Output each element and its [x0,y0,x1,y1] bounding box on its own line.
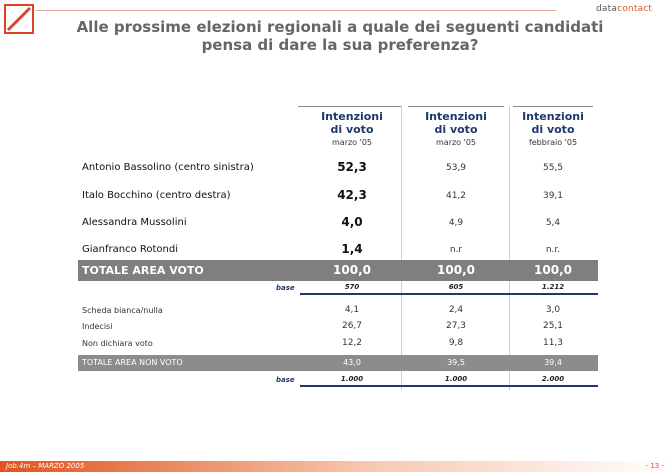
candidate-value: 39,1 [542,191,564,201]
total-vote-label: TOTALE AREA VOTO [82,264,204,277]
candidate-value: 41,2 [445,191,467,201]
nonvote-value: 3,0 [545,305,561,315]
base-value: 605 [448,283,464,291]
candidate-value: 5,4 [545,218,561,228]
title-line-1: Alle prossime elezioni regionali a quale dei seguenti candidati [76,18,604,36]
candidate-name: Alessandra Mussolini [82,217,187,228]
header-rule [36,10,556,11]
column-3-rule [513,106,593,107]
total-vote-value: 100,0 [534,263,572,277]
column-header-2-line-2: di voto [434,123,478,136]
candidate-value: n.r [449,245,463,255]
total-vote-row [78,260,598,281]
column-header-3-line-2: di voto [531,123,575,136]
base-value: 570 [344,283,360,291]
nonvote-name: Scheda bianca/nulla [82,306,163,315]
base-value: 2.000 [541,375,565,383]
total-nonvote-value: 39,5 [447,358,465,367]
nonvote-name: Indecisi [82,322,113,331]
candidate-value: 4,9 [448,218,464,228]
nonvote-value: 12,2 [341,338,363,348]
base-rule [300,385,598,387]
footer-left-text: Job.4m – MARZO 2005 [6,462,85,470]
total-vote-value: 100,0 [333,263,371,277]
total-nonvote-value: 43,0 [343,358,361,367]
column-header-3-line-1: Intenzioni [522,110,584,123]
page-number: - 13 - [645,462,664,470]
candidate-name: Antonio Bassolino (centro sinistra) [82,162,254,173]
base-rule [300,293,598,295]
total-nonvote-value: 39,4 [544,358,562,367]
total-nonvote-label: TOTALE AREA NON VOTO [82,358,183,367]
base-value: 1.000 [444,375,468,383]
total-vote-value: 100,0 [437,263,475,277]
candidate-value: n.r. [545,245,561,255]
base-label: base [276,376,295,384]
base-value: 1.212 [541,283,565,291]
base-value: 1.000 [340,375,364,383]
column-header-1 [306,110,398,149]
candidate-value: 42,3 [337,188,367,202]
candidate-name: Italo Bocchino (centro destra) [82,190,231,201]
nonvote-value: 9,8 [448,338,464,348]
nonvote-value: 11,3 [542,338,564,348]
nonvote-value: 26,7 [341,321,363,331]
column-header-3 [513,110,593,149]
nonvote-value: 25,1 [542,321,564,331]
column-header-3-period: febbraio '05 [528,138,578,147]
column-separator-1 [401,106,402,390]
candidate-value: 53,9 [445,163,467,173]
candidate-name: Gianfranco Rotondi [82,244,179,255]
candidate-value: 4,0 [341,215,363,229]
logo-icon [4,4,34,34]
total-nonvote-row [78,355,598,371]
column-1-rule [298,106,402,107]
base-label: base [276,284,295,292]
footer-bar [0,461,672,472]
column-2-rule [408,106,504,107]
nonvote-name: Non dichiara voto [82,339,153,348]
candidate-value: 55,5 [542,163,564,173]
page-title [70,18,610,54]
candidate-value: 1,4 [341,242,363,256]
column-header-2 [410,110,502,149]
column-header-1-line-2: di voto [330,123,374,136]
column-header-1-period: marzo '05 [332,138,372,147]
column-separator-2 [509,106,510,390]
column-header-2-line-1: Intenzioni [425,110,487,123]
title-line-2: pensa di dare la sua preferenza? [201,36,479,54]
nonvote-value: 2,4 [448,305,464,315]
brand-label [596,4,652,14]
candidate-value: 52,3 [337,160,367,174]
brand-part-2: contact [617,4,653,14]
brand-part-1: data [596,4,618,14]
column-header-1-line-1: Intenzioni [321,110,383,123]
column-header-2-period: marzo '05 [436,138,476,147]
nonvote-value: 27,3 [445,321,467,331]
nonvote-value: 4,1 [344,305,360,315]
